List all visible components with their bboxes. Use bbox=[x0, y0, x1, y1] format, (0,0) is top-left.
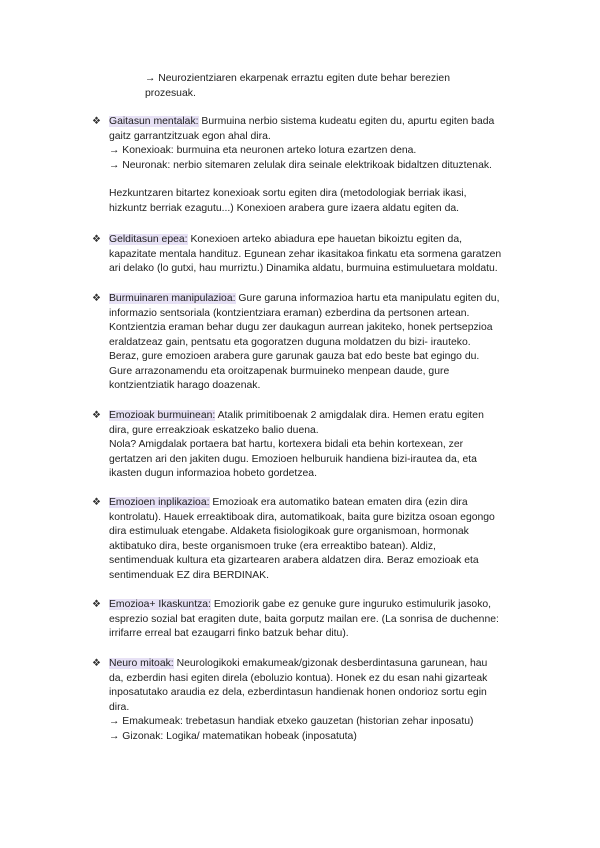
section-first-line bbox=[109, 496, 532, 511]
diamond-bullet-icon: ❖ bbox=[92, 658, 101, 669]
section-term: Emozioak burmuinean: bbox=[109, 410, 216, 421]
section-line: → Emakumeak: trebetasun handiak etxeko gauzetan (historian zehar inposatu) bbox=[109, 716, 474, 727]
section-term: Gelditasun epea: bbox=[109, 234, 188, 245]
section-text: Gure garuna informazioa hartu eta manipulatu egiten du, bbox=[235, 293, 500, 304]
section-line: sentimenduak EZ dira BERDINAK. bbox=[109, 569, 269, 581]
section-line: hizkuntz berriak ezagutu...) Konexioen arabera gure izaera aldatu egiten da. bbox=[109, 202, 460, 214]
diamond-bullet-icon: ❖ bbox=[92, 116, 101, 127]
section-line: ikasten dugun informazioa hobeto gordetzea. bbox=[109, 468, 317, 479]
section-line: Nola? Amigdalak portaera bat hartu, kortexera bidali eta behin kortexean, zer bbox=[109, 439, 464, 450]
section-line: kontrolatu). Hauek erreaktiboak dira, automatikoak, baita gure bizitza osoan egongo bbox=[109, 511, 495, 523]
section-term: Neuro mitoak: bbox=[109, 658, 174, 669]
section-text: Emoziorik gabe ez genuke gure inguruko estimulurik jasoko, bbox=[210, 599, 492, 610]
section-line: Kontzientzia eraman behar dugu zer daukagun aurrean jakiteko, honek pertsepzioa bbox=[109, 322, 493, 333]
section-line: irrifarre erreal bat ezaugarri finko batzuk behar ditu). bbox=[109, 628, 349, 639]
section-term: Burmuinaren manipulazioa: bbox=[109, 293, 236, 304]
intro-note bbox=[145, 72, 450, 101]
section-first-line bbox=[109, 292, 532, 307]
section-gelditasun-epea bbox=[92, 233, 532, 277]
section-gaitasun-mentalak bbox=[92, 115, 532, 216]
intro-line: → Neurozientziaren ekarpenak erraztu egiten dute behar berezien bbox=[145, 73, 450, 84]
diamond-bullet-icon: ❖ bbox=[92, 293, 101, 304]
section-line: → Neuronak: nerbio sitemaren zelulak dira seinale elektrikoak bidaltzen dituztenak. bbox=[109, 159, 492, 171]
diamond-bullet-icon: ❖ bbox=[92, 497, 101, 508]
section-line: dira, gure erreakzioak eskatzeko balio duena. bbox=[109, 424, 319, 436]
section-line: gaitz garrantzitzuak egon ahal dira. bbox=[109, 130, 271, 142]
section-text: Konexioen arteko abiadura epe hauetan bikoiztu egiten da, bbox=[187, 234, 462, 245]
section-first-line bbox=[109, 233, 532, 248]
section-first-line bbox=[109, 657, 532, 672]
diamond-bullet-icon: ❖ bbox=[92, 599, 101, 610]
section-line: inposatutako araudia ez dela, ezberdintasun handienak honen ondorioz sortu egin bbox=[109, 687, 487, 698]
section-line: kapazitate mentala handituz. Egunean zehar ikasitakoa finkatu eta sormena garatzen bbox=[109, 248, 502, 260]
section-line: sentimenduak kultura eta gizartearen arabera aldatzen dira. Beraz emozioak eta bbox=[109, 555, 479, 566]
intro-line: prozesuak. bbox=[145, 87, 196, 99]
section-line: gertatzen ari den jakiten dugu. Emozioen helburuik handiena bizi-irautea da, eta bbox=[109, 453, 477, 465]
section-line: → Gizonak: Logika/ matematikan hobeak (inposatuta) bbox=[109, 730, 357, 742]
section-line: informazio sentsoriala (kontzientziara eraman) ezberdina da pertsonen artean. bbox=[109, 307, 470, 319]
section-line: da, ezberdin hasi egiten direla (eboluzio kontua). Honek ez du esan nahi gizarteak bbox=[109, 672, 488, 684]
section-line: dira. bbox=[109, 701, 130, 713]
section-term: Emozioa+ Ikaskuntza: bbox=[109, 599, 211, 610]
section-line: Beraz, gure emozioen arabera gure garunak gauza bat edo beste bat egingo du. bbox=[109, 351, 480, 362]
section-emozioak-burmuinean bbox=[92, 409, 532, 482]
section-line: esprezio sozial bat eragiten dute, baita gorputz mailan ere. (La sonrisa de duchenne: bbox=[109, 613, 499, 625]
section-paragraph bbox=[109, 187, 532, 216]
section-line: Hezkuntzaren bitartez konexioak sortu egiten dira (metodologiak berriak ikasi, bbox=[109, 188, 467, 199]
section-emozioen-inplikazioa bbox=[92, 496, 532, 583]
section-term: Emozioen inplikazioa: bbox=[109, 497, 210, 508]
section-text: Emozioak era automatiko batean ematen dira (ezin dira bbox=[209, 497, 468, 508]
section-first-line bbox=[109, 115, 532, 130]
section-first-line bbox=[109, 409, 532, 424]
section-emozioa-ikaskuntza bbox=[92, 598, 532, 642]
section-text: Atalik primitiboenak 2 amigdalak dira. Hemen eratu egiten bbox=[215, 410, 484, 421]
section-line: dira estimuluak etengabe. Aldaketa fisiologikoak gure organismoan, hormonak bbox=[109, 526, 469, 537]
section-first-line bbox=[109, 598, 532, 613]
section-burmuinaren-manipulazioa bbox=[92, 292, 532, 394]
section-term: Gaitasun mentalak: bbox=[109, 116, 199, 127]
section-neuro-mitoak bbox=[92, 657, 532, 744]
section-text: Burmuina nerbio sistema kudeatu egiten du, apurtu egiten bada bbox=[198, 116, 495, 127]
section-line: ari delako (lo gutxi, hau murriztu.) Dinamika aldatu, burmuina estimuluetara moldatu. bbox=[109, 263, 498, 274]
diamond-bullet-icon: ❖ bbox=[92, 234, 101, 245]
section-line: Gure arrazonamendu eta oroitzapenak burmuineko menpean daude, gure bbox=[109, 365, 450, 377]
diamond-bullet-icon: ❖ bbox=[92, 410, 101, 421]
section-text: Neurologikoki emakumeak/gizonak desberdintasuna garunean, hau bbox=[173, 658, 488, 669]
section-line: kontzientziatik harago doazenak. bbox=[109, 380, 261, 391]
section-line: aktibatuko dira, beste organismoen truke (era erreaktibo batean). Aldiz, bbox=[109, 540, 436, 552]
section-line: → Konexioak: burmuina eta neuronen arteko lotura ezartzen dena. bbox=[109, 145, 417, 156]
section-line: eraldatzeaz gain, pentsatu eta gogoratzen duguna moldatzen du bizi- irauteko. bbox=[109, 336, 471, 348]
